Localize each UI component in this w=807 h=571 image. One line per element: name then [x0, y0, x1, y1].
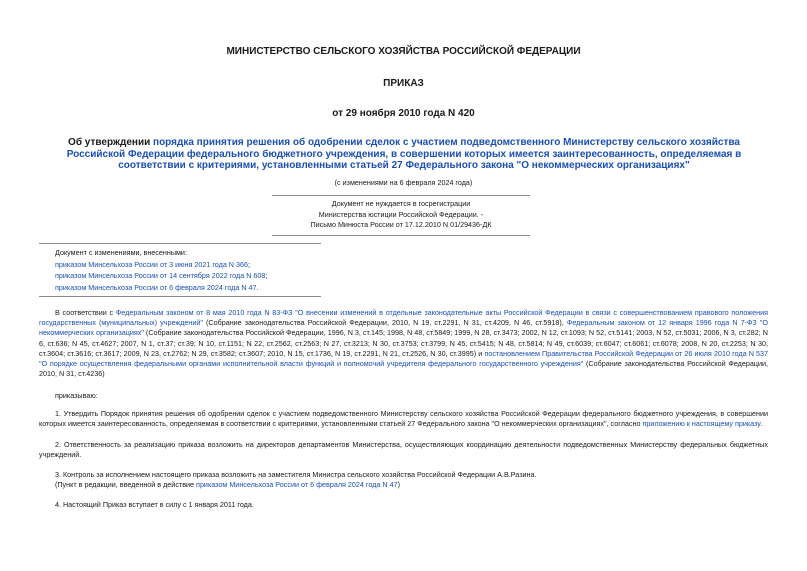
paragraph-4: 4. Настоящий Приказ вступает в силу с 1 января 2011 года.	[55, 500, 254, 509]
order-heading: ПРИКАЗ	[383, 78, 424, 89]
list-item: приказом Минсельхоза России от 14 сентября 2022 года N 608;	[55, 271, 268, 280]
divider	[272, 195, 530, 196]
edition-link[interactable]: приказом Минсельхоза России от 3 июня 2021 года N 366	[55, 259, 248, 269]
editions-intro: Документ с изменениями, внесенными:	[55, 248, 187, 257]
law-link[interactable]: Федеральным законом от 12 января 1996 года N 7-ФЗ "О некоммерческих организациях"	[39, 318, 768, 338]
edition-note: (Пункт в редакции, введенной в действие приказом Минсельхоза России от 6 февраля 2024 года N 47)	[55, 480, 400, 490]
order-word: приказываю:	[55, 391, 98, 400]
editions-list	[55, 247, 355, 293]
edition-link[interactable]: приказом Минсельхоза России от 14 сентября 2022 года N 608	[55, 271, 266, 280]
list-item: приказом Минсельхоза России от 6 февраля 2024 года N 47.	[55, 282, 259, 292]
title-prefix: Об утверждении	[68, 137, 154, 148]
registration-note	[270, 199, 532, 231]
registration-line: Министерства юстиции Российской Федерации. -	[318, 209, 484, 219]
divider	[272, 235, 530, 236]
order-date-number: от 29 ноября 2010 года N 420	[332, 108, 475, 119]
resolution-link[interactable]: постановлением Правительства Российской Федерации от 26 июля 2010 года N 537 "О порядке осуществления федеральными органами исполнительной власти функций и полномочий учредителя федерального государственного учреждения"	[39, 348, 769, 369]
divider	[39, 243, 321, 244]
registration-line: Письмо Минюста России от 17.12.2010 N 01/29436-ДК	[310, 220, 492, 229]
paragraph-3: 3. Контроль за исполнением настоящего приказа возложить на заместителя Министра сельского хозяйства Российской Федерации А.В.Разина. (Пункт в редакции, введенной в действие приказом Минсельхоза России от 6 февраля 2024 года N 47)	[39, 470, 768, 490]
document-title	[44, 137, 764, 172]
law-link[interactable]: Федеральным законом от 8 мая 2010 года N 83-ФЗ "О внесении изменений в отдельные законодательные акты Российской Федерации в связи с совершенствованием правового положения государственных (муниципальных) учреждений"	[39, 308, 769, 328]
list-item: приказом Минсельхоза России от 3 июня 2021 года N 366;	[55, 259, 250, 269]
preamble-paragraph: В соответствии с Федеральным законом от 8 мая 2010 года N 83-ФЗ "О внесении изменений в отдельные законодательные акты Российской Федерации в связи с совершенствованием правового положения государственных (муниципальных) учреждений" (Собрание законодательства Российской Федерации, 2010, N 19, ст.2291, N 31, ст.4209, N 46, ст.5918), Федеральным законом от 12 января 1996 года N 7-ФЗ "О некоммерческих организациях" (Собрание законодательства Российской Федерации, 1996, N 3, ст.145; 1998, N 48, ст.5849; 1999, N 28, ст.3473; 2002, N 12, ст.1093; N 52, ст.5141; 2003, N 52, ст.5031; 2006, N 3, ст.282; N 6, ст.636; N 45, ст.4627; 2007, N 1, ст.37; ст.39; N 10, ст.1151; N 22, ст.2562, ст.2563; N 27, ст.3213; N 30, ст.3753; ст.3799; N 45, ст.5415; N 48, ст.5814; N 49, ст.6039; ст.6047; ст.6061; ст.6078; 2008, N 20, ст.2253; N 30, ст.3604; ст.3616; ст.3617; 2009, N 23, ст.2762; N 29, ст.3582; ст.3607; 2010, N 15, ст.1736, N 19, ст.2291, N 21, ст.2526, N 30, ст.3995) и постановлением Правительства Российской Федерации от 26 июля 2010 года N 537 "О порядке осуществления федеральными органами исполнительной власти функций и полномочий учредителя федерального государственного учреждения" (Собрание законодательства Российской Федерации, 2010, N 31, ст.4236)	[39, 308, 769, 379]
registration-line: Документ не нуждается в госрегистрации	[331, 199, 471, 208]
paragraph-1: 1. Утвердить Порядок принятия решения об одобрении сделок с участием подведомственного Министерству сельского хозяйства Российской Федерации федерального бюджетного учреждения, в совершении которых имеется заинтересованность, определяемая в соответствии с критериями, установленными статьей 27 Федерального закона "О некоммерческих организациях", согласно приложению к настоящему приказу.	[39, 409, 768, 429]
ministry-heading: МИНИСТЕРСТВО СЕЛЬСКОГО ХОЗЯЙСТВА РОССИЙСКОЙ ФЕДЕРАЦИИ	[226, 46, 581, 57]
paragraph-2: 2. Ответственность за реализацию приказа возложить на директоров департаментов Министерства, осуществляющих координацию деятельности подведомственных Министерству федеральных бюджетных учреждений.	[39, 440, 768, 460]
appendix-link[interactable]: приложению к настоящему приказу	[642, 419, 761, 429]
divider	[39, 296, 321, 297]
edition-link[interactable]: приказом Минсельхоза России от 6 февраля 2024 года N 47	[55, 282, 257, 292]
changes-note: (с изменениями на 6 февраля 2024 года)	[334, 178, 473, 187]
edition-link[interactable]: приказом Минсельхоза России от 6 февраля 2024 года N 47	[196, 480, 398, 490]
title-link[interactable]: порядка принятия решения об одобрении сделок с участием подведомственного Министерству сельского хозяйства Российской Федерации федерального бюджетного учреждения, в совершении которых имеется заинтересованность, определяемая в соответствии с критериями, установленными статьей 27 Федерального закона "О некоммерческих организациях"	[66, 137, 742, 171]
